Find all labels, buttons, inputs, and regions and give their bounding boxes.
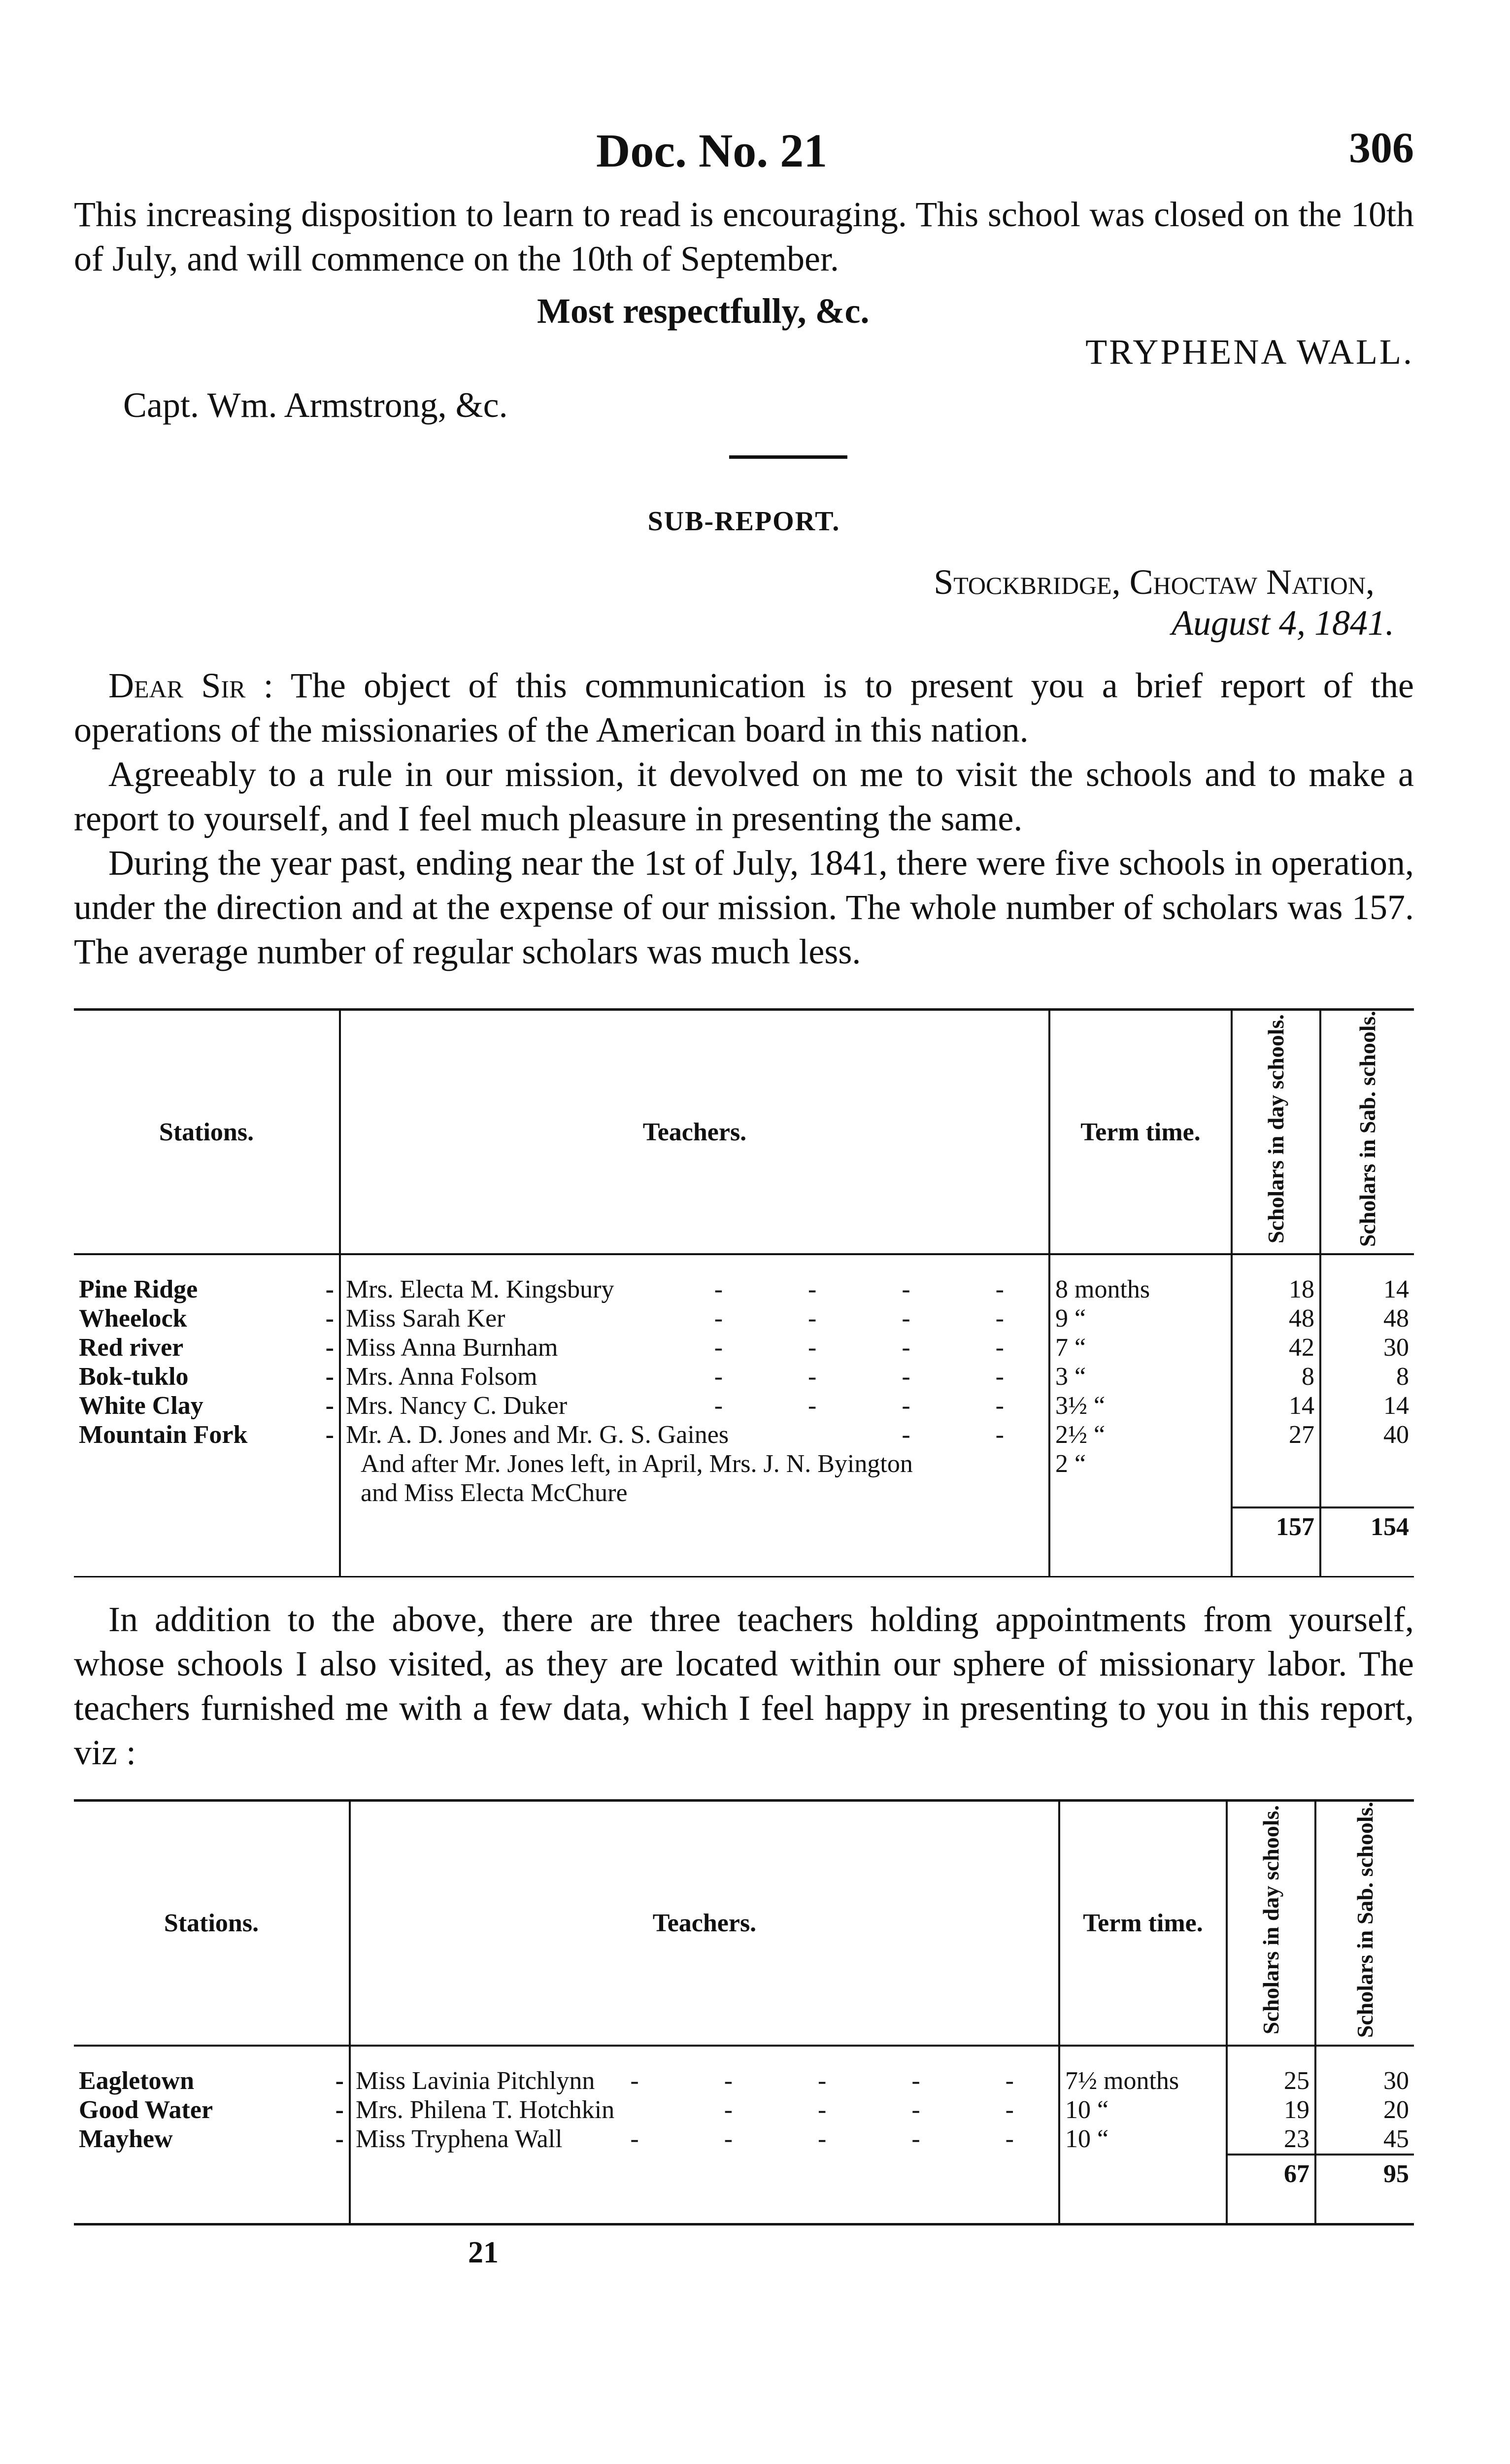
day-scholars-cell [1232, 1449, 1320, 1507]
total-sab-scholars: 154 [1320, 1507, 1414, 1541]
term-cell: 2 “ [1049, 1449, 1232, 1507]
document-page [74, 123, 1414, 2270]
table-row [74, 1362, 1414, 1391]
table-tail-row [74, 2189, 1414, 2223]
station-name: Pine Ridge [79, 1275, 198, 1304]
teacher-name: Mrs. Electa M. Kingsbury [346, 1275, 614, 1304]
term-cell: 9 “ [1049, 1304, 1232, 1333]
total-sab-scholars: 95 [1315, 2155, 1414, 2189]
col-header-day-text: Scholars in day schools. [1263, 1014, 1288, 1244]
station-cell [74, 1254, 340, 1304]
subreport-paragraph-1 [74, 663, 1414, 752]
term-cell: 3 “ [1049, 1362, 1232, 1391]
teacher-name: Mrs. Nancy C. Duker [346, 1392, 568, 1420]
empty-cell [1232, 1541, 1320, 1576]
empty-cell [340, 1507, 1049, 1541]
term-cell: 2½ “ [1049, 1420, 1232, 1449]
sab-scholars-cell: 45 [1315, 2124, 1414, 2155]
teacher-cell [340, 1304, 1049, 1333]
leader-dashes: - - - - [714, 1334, 1043, 1362]
subreport-p1-text: : The object of this communication is to present you a brief report of the operations of the missionaries of the American board in this nation. [74, 666, 1414, 750]
table-header-row [74, 1010, 1414, 1255]
empty-cell [1049, 1541, 1232, 1576]
term-cell: 10 “ [1059, 2095, 1227, 2124]
teacher-cell: And after Mr. Jones left, in April, Mrs. J. N. Byington and Miss Electa McChure [340, 1449, 1049, 1507]
sab-scholars-cell: 48 [1320, 1304, 1414, 1333]
sab-scholars-cell: 20 [1315, 2095, 1414, 2124]
empty-cell [74, 2189, 350, 2223]
station-name: Eagletown [79, 2066, 194, 2095]
leader-dash: - [325, 1334, 334, 1362]
col-header-sab-scholars [1320, 1010, 1414, 1255]
teacher-name: Mrs. Anna Folsom [346, 1363, 537, 1391]
empty-cell [74, 1541, 340, 1576]
table-row [74, 1254, 1414, 1304]
day-scholars-cell: 19 [1227, 2095, 1315, 2124]
teacher-cell [350, 2095, 1059, 2124]
teacher-cell [340, 1420, 1049, 1449]
schools-table-mission [74, 1008, 1414, 1576]
teacher-cell [340, 1333, 1049, 1362]
col-header-day-text: Scholars in day schools. [1258, 1805, 1283, 2035]
station-cell [74, 1362, 340, 1391]
station-cell [74, 2095, 350, 2124]
sab-scholars-cell: 8 [1320, 1362, 1414, 1391]
table-row [74, 2124, 1414, 2155]
day-scholars-cell: 8 [1232, 1362, 1320, 1391]
col-header-stations: Stations. [74, 1010, 340, 1255]
day-scholars-cell: 18 [1232, 1254, 1320, 1304]
leader-dashes: - - - - - [630, 2066, 1053, 2095]
term-cell: 3½ “ [1049, 1391, 1232, 1420]
letter-paragraph: This increasing disposition to learn to read is encouraging. This school was closed on the 10th of July, and will commence on the 10th of September. [74, 195, 1414, 278]
station-cell [74, 1391, 340, 1420]
teacher-cell [350, 2046, 1059, 2095]
leader-dash: - [335, 2124, 344, 2153]
table-row [74, 1420, 1414, 1449]
leader-dash: - [325, 1421, 334, 1449]
doc-number: Doc. No. 21 [596, 124, 828, 177]
empty-cell [1315, 2189, 1414, 2223]
sab-scholars-cell: 40 [1320, 1420, 1414, 1449]
station-cell [74, 1449, 340, 1507]
station-name: Mountain Fork [79, 1421, 248, 1449]
col-header-day-scholars [1227, 1801, 1315, 2046]
term-cell: 10 “ [1059, 2124, 1227, 2155]
sab-scholars-cell [1320, 1449, 1414, 1507]
col-header-teachers: Teachers. [350, 1801, 1059, 2046]
section-divider [729, 455, 847, 459]
teacher-cell [340, 1362, 1049, 1391]
station-cell [74, 2046, 350, 2095]
empty-cell [1059, 2189, 1227, 2223]
table-row [74, 1304, 1414, 1333]
table-row [74, 1449, 1414, 1507]
table-row [74, 2095, 1414, 2124]
leader-dash: - [335, 2066, 344, 2095]
teacher-name: Miss Tryphena Wall [356, 2124, 563, 2153]
day-scholars-cell: 27 [1232, 1420, 1320, 1449]
schools-table-appointed [74, 1799, 1414, 2223]
table-row [74, 2046, 1414, 2095]
col-header-sab-scholars [1315, 1801, 1414, 2046]
col-header-stations: Stations. [74, 1801, 350, 2046]
station-name: Mayhew [79, 2124, 173, 2153]
total-day-scholars: 67 [1227, 2155, 1315, 2189]
teacher-name: Miss Anna Burnham [346, 1334, 558, 1362]
leader-dashes: - - - - [714, 1304, 1043, 1333]
table-row [74, 1333, 1414, 1362]
empty-cell [340, 1541, 1049, 1576]
col-header-teachers: Teachers. [340, 1010, 1049, 1255]
totals-row [74, 2155, 1414, 2189]
term-cell: 8 months [1049, 1254, 1232, 1304]
empty-cell [1059, 2155, 1227, 2189]
leader-dash: - [325, 1363, 334, 1391]
empty-cell [1320, 1541, 1414, 1576]
letter-closing: Most respectfully, &c. [537, 291, 870, 331]
col-header-sab-text: Scholars in Sab. schools. [1355, 1011, 1380, 1247]
term-cell: 7½ months [1059, 2046, 1227, 2095]
station-name: Bok-tuklo [79, 1363, 189, 1391]
table-header-row [74, 1801, 1414, 2046]
col-header-sab-text: Scholars in Sab. schools. [1352, 1802, 1377, 2038]
station-name: White Clay [79, 1392, 203, 1420]
leader-dash: - [325, 1392, 334, 1420]
station-cell [74, 1333, 340, 1362]
page-header [74, 123, 1414, 177]
term-cell: 7 “ [1049, 1333, 1232, 1362]
totals-row [74, 1507, 1414, 1541]
leader-dash: - [325, 1304, 334, 1333]
total-day-scholars: 157 [1232, 1507, 1320, 1541]
table-bottom-rule [74, 2223, 1414, 2225]
table-row [74, 1391, 1414, 1420]
col-header-term: Term time. [1059, 1801, 1227, 2046]
teacher-name: Mr. A. D. Jones and Mr. G. S. Gaines [346, 1421, 729, 1449]
subreport-place: Stockbridge, Choctaw Nation, [934, 562, 1375, 602]
letter-recipient: Capt. Wm. Armstrong, &c. [123, 385, 508, 425]
col-header-term: Term time. [1049, 1010, 1232, 1255]
station-name: Good Water [79, 2095, 213, 2124]
empty-cell [1049, 1507, 1232, 1541]
empty-cell [1227, 2189, 1315, 2223]
leader-dashes: - - - - [714, 1363, 1043, 1391]
station-cell [74, 1304, 340, 1333]
sab-scholars-cell: 14 [1320, 1254, 1414, 1304]
day-scholars-cell: 25 [1227, 2046, 1315, 2095]
teacher-name: Miss Lavinia Pitchlynn [356, 2066, 595, 2095]
empty-cell [74, 1507, 340, 1541]
day-scholars-cell: 23 [1227, 2124, 1315, 2155]
subreport-paragraph-3: During the year past, ending near the 1st of July, 1841, there were five schools in operation, under the direction and at the expense of our mission. The whole number of scholars was 157. The average number of regular scholars was much less. [74, 843, 1414, 971]
leader-dashes: - - [902, 1421, 1043, 1449]
letter-signer: TRYPHENA WALL. [1085, 332, 1414, 372]
salutation: Dear Sir [108, 666, 246, 705]
subreport-paragraph-2: Agreeably to a rule in our mission, it devolved on me to visit the schools and to make a report to yourself, and I feel much pleasure in presenting the same. [74, 754, 1414, 838]
teacher-name: Miss Sarah Ker [346, 1304, 505, 1333]
teacher-cell [340, 1391, 1049, 1420]
leader-dashes: - - - - - [630, 2124, 1053, 2153]
leader-dash: - [335, 2095, 344, 2124]
leader-dashes: - - - - [714, 1275, 1043, 1304]
sab-scholars-cell: 30 [1315, 2046, 1414, 2095]
subreport-date-text: August 4, 1841. [1171, 603, 1394, 643]
day-scholars-cell: 48 [1232, 1304, 1320, 1333]
leader-dashes: - - - - [714, 1392, 1043, 1420]
empty-cell [350, 2189, 1059, 2223]
signature-mark: 21 [468, 2235, 499, 2269]
subreport-paragraph-4: In addition to the above, there are three teachers holding appointments from yourself, whose schools I also visited, as they are located within our sphere of missionary labor. The teachers furnished me with a few data, which I feel happy in presenting to you in this report, viz : [74, 1600, 1414, 1773]
teacher-name: Mrs. Philena T. Hotchkin [356, 2095, 615, 2124]
empty-cell [350, 2155, 1059, 2189]
leader-dash: - [325, 1275, 334, 1304]
page-number: 306 [1349, 124, 1414, 172]
station-name: Wheelock [79, 1304, 187, 1333]
sab-scholars-cell: 14 [1320, 1391, 1414, 1420]
subreport-heading: SUB-REPORT. [647, 506, 840, 537]
teacher-cell [350, 2124, 1059, 2155]
empty-cell [74, 2155, 350, 2189]
sab-scholars-cell: 30 [1320, 1333, 1414, 1362]
table-tail-row [74, 1541, 1414, 1576]
teacher-cell [340, 1254, 1049, 1304]
station-cell [74, 2124, 350, 2155]
day-scholars-cell: 42 [1232, 1333, 1320, 1362]
leader-dashes: - - - - [724, 2095, 1053, 2124]
day-scholars-cell: 14 [1232, 1391, 1320, 1420]
station-cell [74, 1420, 340, 1449]
col-header-day-scholars [1232, 1010, 1320, 1255]
table-bottom-rule [74, 1576, 1414, 1577]
subreport-date [74, 603, 1414, 644]
station-name: Red river [79, 1334, 184, 1362]
